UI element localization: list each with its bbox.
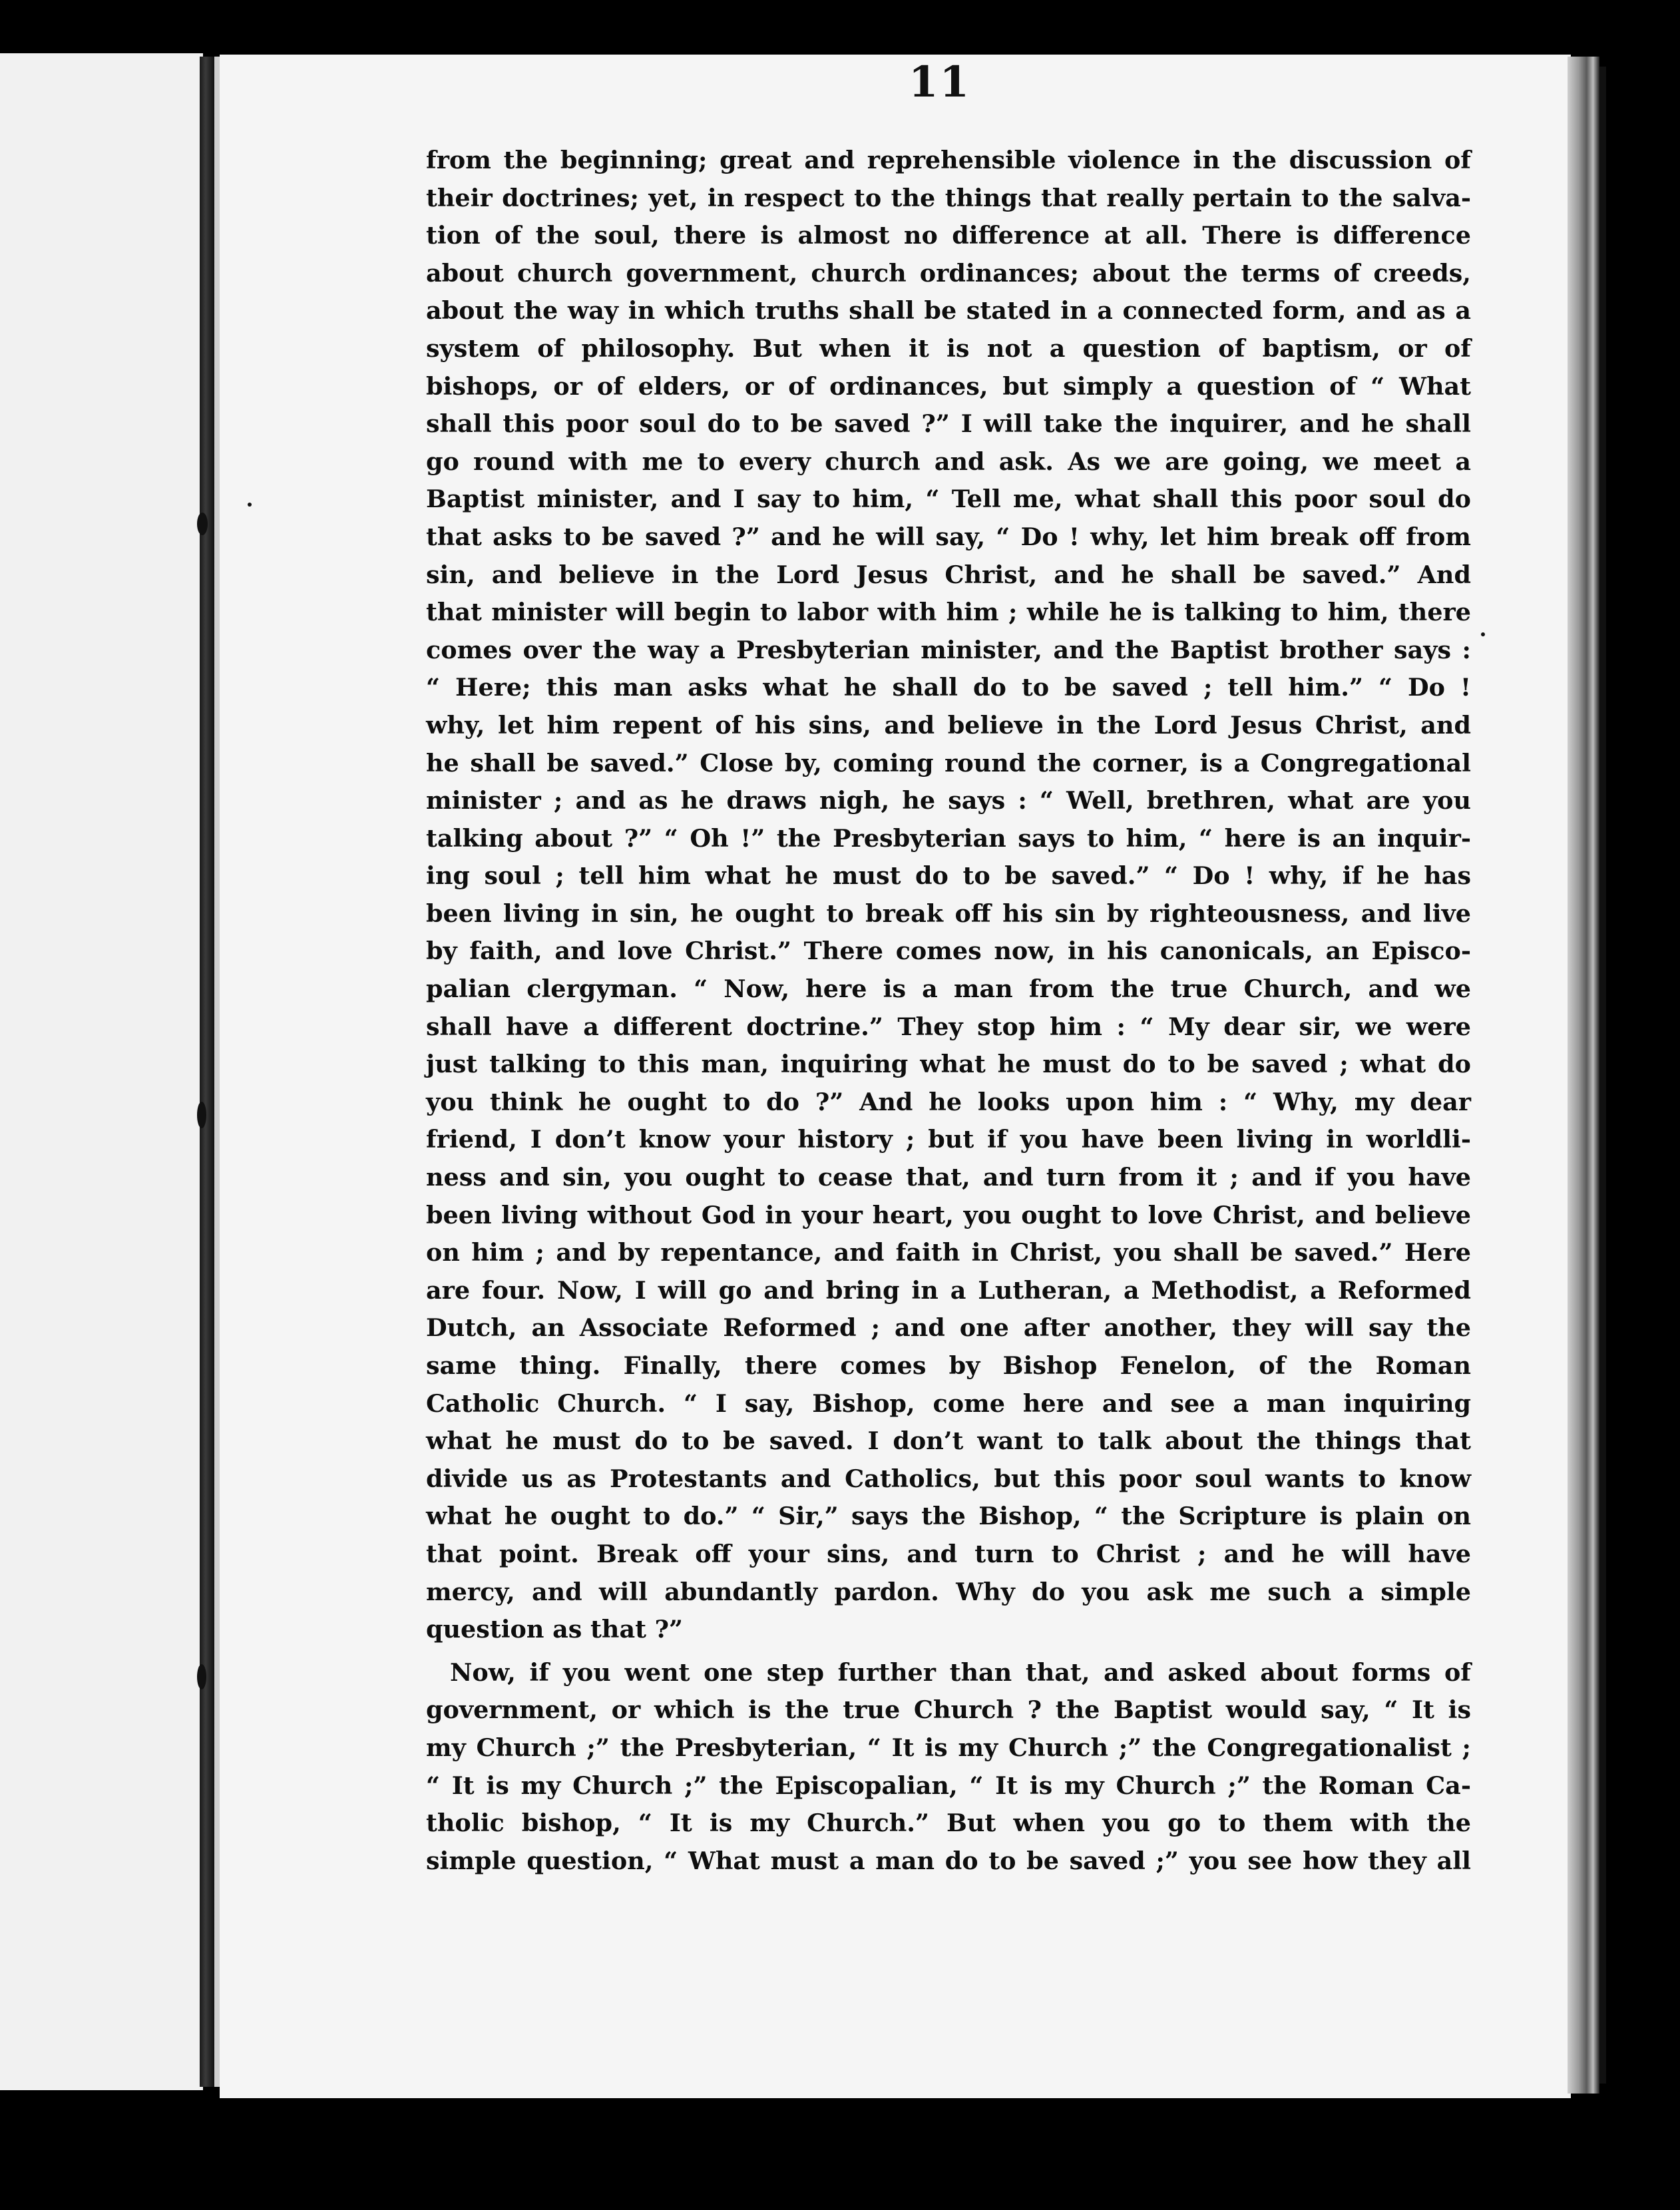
text-line: he shall be saved.” Close by, coming round the corner, is a Congregational (426, 748, 1471, 777)
text-line: that point. Break off your sins, and turn to Christ ; and he will have (426, 1539, 1471, 1568)
text-line: “ It is my Church ;” the Episcopalian, “ It is my Church ;” the Roman Ca- (426, 1771, 1471, 1800)
text-line: been living in sin, he ought to break off his sin by righteousness, and live (426, 899, 1471, 928)
page-stack-shadow (1599, 67, 1606, 2084)
body-text (426, 142, 1471, 1880)
text-line: what he must do to be saved. I don’t want to talk about the things that (426, 1427, 1471, 1456)
text-line: from the beginning; great and reprehensible violence in the discussion of (426, 146, 1471, 174)
text-line: bishops, or of elders, or of ordinances, but simply a question of “ What (426, 371, 1471, 401)
text-line: talking about ?” “ Oh !” the Presbyterian says to him, “ here is an inquir- (426, 823, 1471, 853)
text-line: shall have a different doctrine.” They stop him : “ My dear sir, we were (426, 1012, 1471, 1041)
paragraph (426, 1654, 1471, 1880)
text-line: their doctrines; yet, in respect to the things that really pertain to the salva- (426, 183, 1471, 212)
text-line: sin, and believe in the Lord Jesus Christ, and he shall be saved.” And (426, 560, 1471, 589)
text-line: palian clergyman. “ Now, here is a man from the true Church, and we (426, 975, 1471, 1004)
text-line: friend, I don’t know your history ; but if you have been living in worldli- (426, 1125, 1471, 1154)
text-line: Dutch, an Associate Reformed ; and one after another, they will say the (426, 1313, 1471, 1343)
text-line: are four. Now, I will go and bring in a Lutheran, a Methodist, a Reformed (426, 1275, 1471, 1305)
text-line: about the way in which truths shall be stated in a connected form, and as a (426, 296, 1471, 326)
paragraph (426, 142, 1471, 1649)
text-line: question as that ?” (426, 1615, 684, 1644)
text-line: tholic bishop, “ It is my Church.” But when you go to them with the (426, 1809, 1471, 1838)
text-line: tion of the soul, there is almost no difference at all. There is difference (426, 221, 1471, 250)
text-line: comes over the way a Presbyterian minister, and the Baptist brother says : (426, 635, 1471, 664)
text-line: you think he ought to do ?” And he looks upon him : “ Why, my dear (426, 1087, 1471, 1116)
text-line: about church government, church ordinances; about the terms of creeds, (426, 258, 1471, 288)
text-line: that minister will begin to labor with him ; while he is talking to him, there (426, 598, 1471, 627)
text-line: government, or which is the true Church ? the Baptist would say, “ It is (426, 1695, 1471, 1725)
binding-mark (197, 513, 208, 535)
book-gutter (200, 57, 214, 2087)
binding-mark (197, 1664, 206, 1689)
text-line: “ Here; this man asks what he shall do to be saved ; tell him.” “ Do ! (426, 673, 1471, 702)
ink-speck (248, 503, 252, 507)
text-line: Now, if you went one step further than that, and asked about forms of (450, 1657, 1471, 1687)
text-line: ing soul ; tell him what he must do to be saved.” “ Do ! why, if he has (426, 861, 1471, 891)
text-line: same thing. Finally, there comes by Bishop Fenelon, of the Roman (426, 1351, 1471, 1380)
text-line: been living without God in your heart, you ought to love Christ, and believe (426, 1200, 1471, 1229)
text-line: Catholic Church. “ I say, Bishop, come here and see a man inquiring (426, 1389, 1471, 1418)
text-line: my Church ;” the Presbyterian, “ It is my Church ;” the Congregationalist ; (426, 1733, 1471, 1762)
text-line: mercy, and will abundantly pardon. Why do you ask me such a simple (426, 1577, 1471, 1606)
text-line: Baptist minister, and I say to him, “ Tell me, what shall this poor soul do (426, 485, 1471, 514)
left-page-fragment (0, 53, 203, 2090)
paragraph-gap (426, 1649, 1471, 1654)
text-line: go round with me to every church and ask. As we are going, we meet a (426, 447, 1471, 476)
text-line: what he ought to do.” “ Sir,” says the Bishop, “ the Scripture is plain on (426, 1502, 1471, 1531)
ink-speck (1481, 632, 1485, 636)
text-line: shall this poor soul do to be saved ?” I will take the inquirer, and he shall (426, 409, 1471, 439)
text-line: simple question, “ What must a man do to be saved ;” you see how they all (426, 1846, 1471, 1875)
text-line: just talking to this man, inquiring what he must do to be saved ; what do (426, 1050, 1471, 1079)
text-line: why, let him repent of his sins, and believe in the Lord Jesus Christ, and (426, 710, 1471, 740)
text-line: by faith, and love Christ.” There comes now, in his canonicals, an Episco- (426, 937, 1471, 966)
page-stack-edge (1568, 57, 1599, 2094)
text-line: minister ; and as he draws nigh, he says : “ Well, brethren, what are you (426, 786, 1471, 815)
text-line: divide us as Protestants and Catholics, but this poor soul wants to know (426, 1464, 1471, 1493)
text-line: that asks to be saved ?” and he will say, “ Do ! why, let him break off from (426, 522, 1471, 551)
text-line: on him ; and by repentance, and faith in Christ, you shall be saved.” Here (426, 1238, 1471, 1267)
page-number: 11 (909, 57, 971, 107)
binding-mark (197, 1102, 206, 1128)
text-line: ness and sin, you ought to cease that, and turn from it ; and if you have (426, 1163, 1471, 1192)
text-line: system of philosophy. But when it is not a question of baptism, or of (426, 333, 1471, 363)
